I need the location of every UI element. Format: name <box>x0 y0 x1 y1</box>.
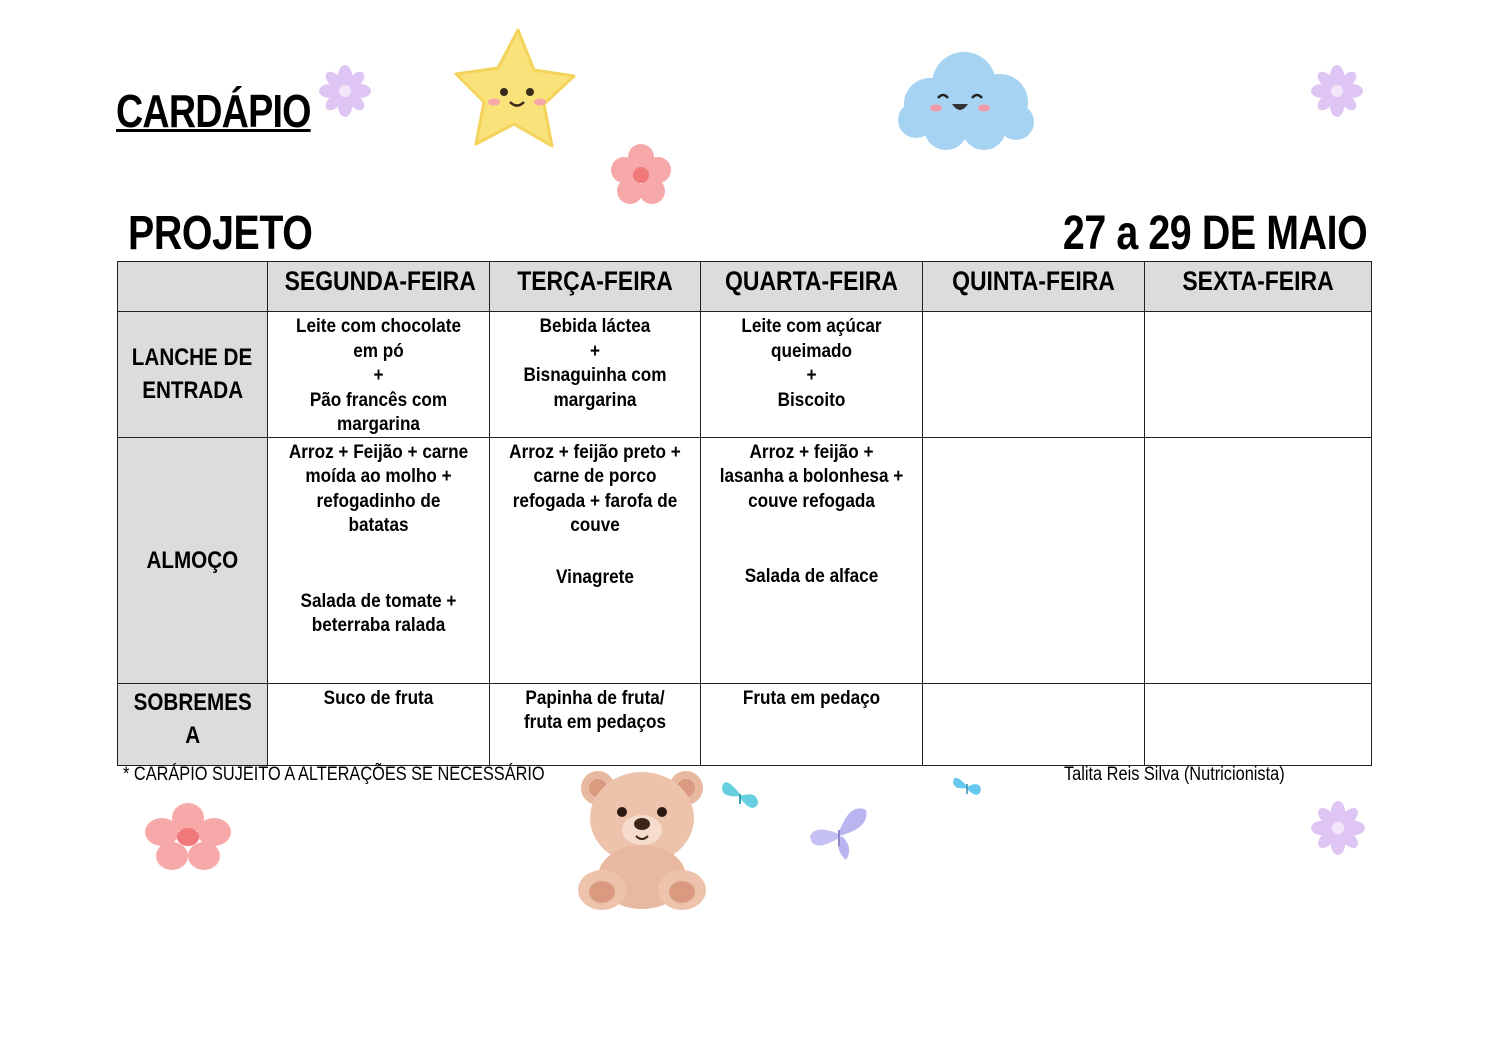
menu-cell: Suco de fruta <box>268 683 490 765</box>
row-label-lanche: LANCHE DE ENTRADA <box>118 312 268 438</box>
table-header-row <box>118 262 1372 312</box>
menu-cell-empty <box>923 312 1145 438</box>
flower-icon <box>608 142 674 208</box>
butterfly-icon <box>806 802 872 864</box>
table-row-sobremesa <box>118 683 1372 765</box>
menu-cell-empty <box>1145 437 1372 683</box>
flower-icon <box>318 64 372 118</box>
flower-icon <box>1310 800 1366 856</box>
project-label: PROJETO <box>128 207 313 260</box>
day-header: QUINTA-FEIRA <box>923 262 1145 312</box>
butterfly-icon <box>950 770 984 802</box>
menu-cell: Arroz + Feijão + carne moída ao molho + refogadinho de batatas Salada de tomate + beterraba ralada <box>268 437 490 683</box>
menu-table <box>117 261 1372 766</box>
menu-cell: Arroz + feijão + lasanha a bolonhesa + couve refogada Salada de alface <box>701 437 923 683</box>
menu-cell: Leite com açúcar queimado + Biscoito <box>701 312 923 438</box>
day-header: QUARTA-FEIRA <box>701 262 923 312</box>
flower-icon <box>144 802 232 872</box>
menu-cell: Leite com chocolate em pó + Pão francês com margarina <box>268 312 490 438</box>
star-icon <box>452 26 578 152</box>
menu-cell-empty <box>923 437 1145 683</box>
table-row-lanche <box>118 312 1372 438</box>
menu-cell: Fruta em pedaço <box>701 683 923 765</box>
menu-cell: Papinha de fruta/ fruta em pedaços <box>490 683 701 765</box>
table-row-almoco <box>118 437 1372 683</box>
menu-cell-empty <box>923 683 1145 765</box>
row-label-almoco: ALMOÇO <box>118 437 268 683</box>
header-corner-cell <box>118 262 268 312</box>
flower-icon <box>1310 64 1364 118</box>
day-header: SEGUNDA-FEIRA <box>268 262 490 312</box>
butterfly-icon <box>718 774 762 816</box>
menu-cell-empty <box>1145 312 1372 438</box>
cloud-icon <box>896 46 1036 154</box>
teddy-bear-icon <box>572 762 712 912</box>
menu-cell: Arroz + feijão preto + carne de porco refogada + farofa de couve Vinagrete <box>490 437 701 683</box>
date-range: 27 a 29 DE MAIO <box>1062 207 1367 260</box>
menu-cell-empty <box>1145 683 1372 765</box>
day-header: SEXTA-FEIRA <box>1145 262 1372 312</box>
nutritionist-signature: Talita Reis Silva (Nutricionista) <box>1064 764 1285 785</box>
menu-cell: Bebida láctea + Bisnaguinha com margarina <box>490 312 701 438</box>
page-title: CARDÁPIO <box>116 85 311 137</box>
row-label-sobremesa: SOBREMES A <box>118 683 268 765</box>
footnote: * CARÁPIO SUJEITO A ALTERAÇÕES SE NECESSÁRIO <box>123 764 545 785</box>
day-header: TERÇA-FEIRA <box>490 262 701 312</box>
